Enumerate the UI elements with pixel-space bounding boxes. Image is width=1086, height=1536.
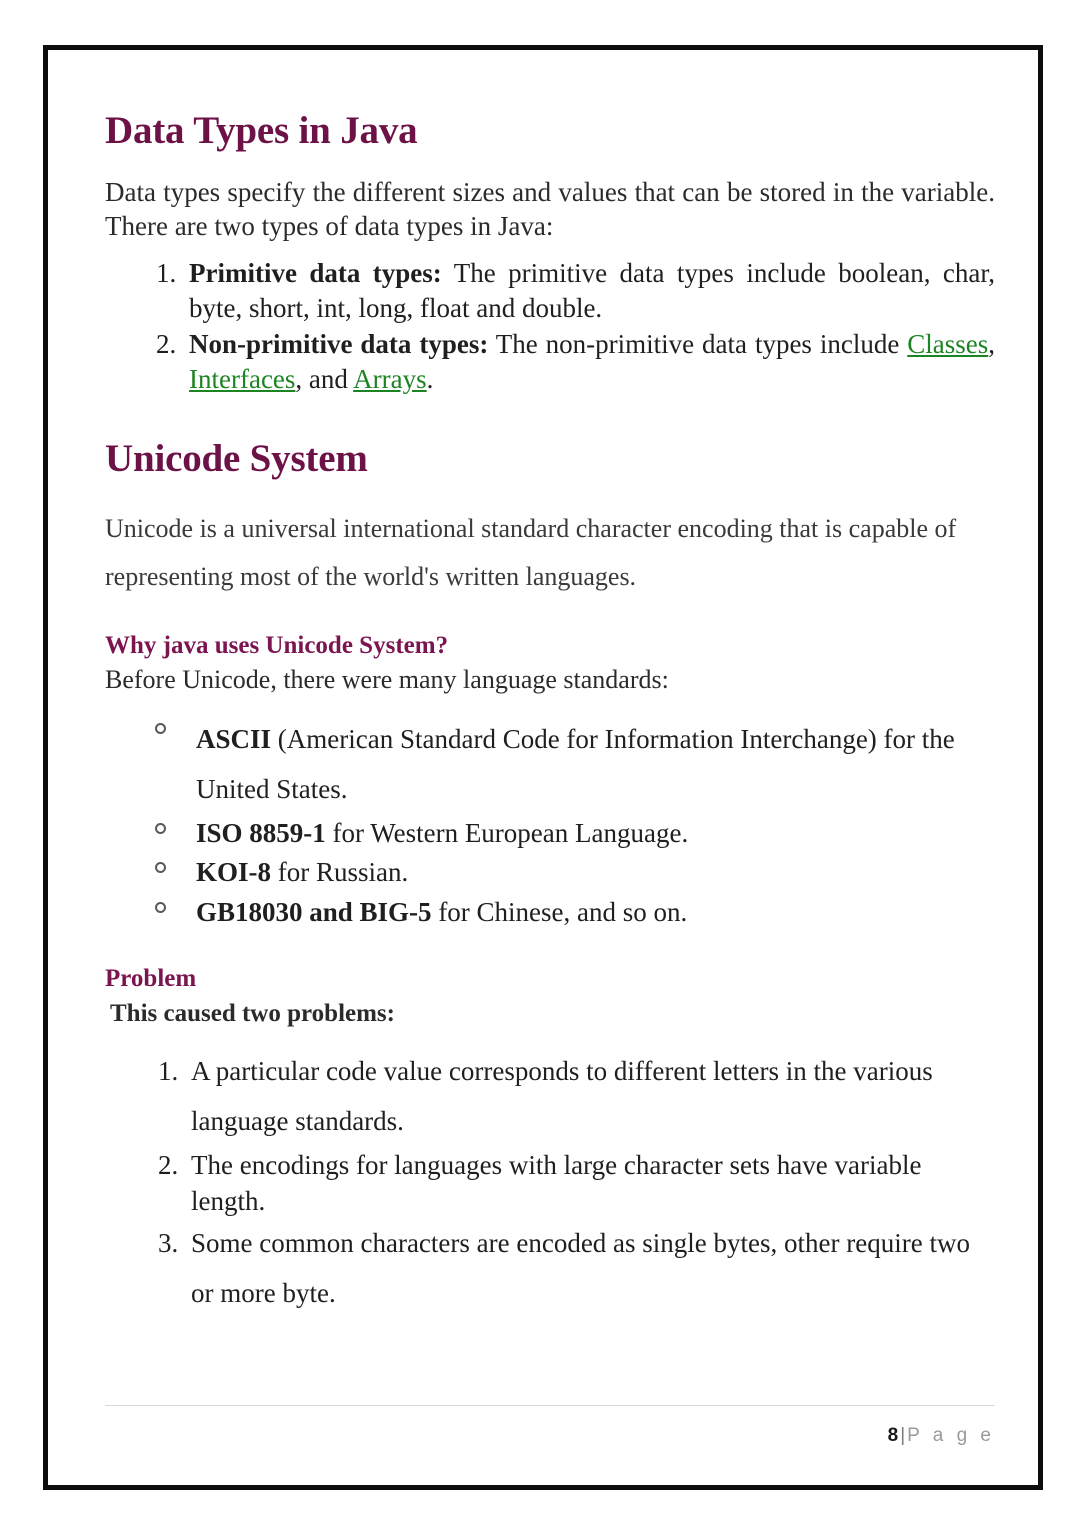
list-separator: ,: [988, 329, 995, 360]
link-arrays[interactable]: Arrays: [353, 363, 427, 394]
lead-two-problems: This caused two problems:: [110, 1000, 395, 1028]
list-item-text: (American Standard Code for Information Interchange) for the United States.: [196, 724, 955, 804]
list-item: [153, 854, 995, 890]
subheading-why-unicode: Why java uses Unicode System?: [105, 632, 449, 660]
page-title-unicode-system: Unicode System: [105, 437, 368, 481]
footer-divider: [105, 1405, 995, 1406]
list-item-label: ASCII: [196, 724, 272, 755]
list-item-label: ISO 8859-1: [196, 817, 326, 848]
list-item-label: Primitive data types:: [189, 257, 442, 288]
list-item-label: KOI-8: [196, 857, 272, 888]
circle-bullet-icon: [155, 723, 166, 734]
list-item: [183, 327, 995, 396]
page-content: [105, 110, 995, 1319]
list-separator: , and: [295, 363, 354, 394]
page-separator: |: [900, 1425, 906, 1446]
circle-bullet-icon: [155, 823, 166, 834]
document-page: [43, 45, 1043, 1490]
list-item-text: The primitive data types include boolean, char, byte, short, int, long, float and double.: [189, 257, 995, 323]
list-item: 1. A particular code value corresponds to different letters in the various language standards.: [185, 1047, 995, 1147]
intro-paragraph-unicode: Unicode is a universal international standard character encoding that is capable of representing most of the world's written languages.: [105, 514, 957, 592]
page-footer: [105, 1405, 995, 1447]
list-item-text: for Chinese, and so on.: [431, 896, 688, 927]
list-item-text: The non-primitive data types include: [488, 329, 908, 360]
intro-paragraph-data-types: Data types specify the different sizes and values that can be stored in the variable. There are two types of data types in Java:: [105, 176, 995, 242]
page-number: 8: [887, 1425, 899, 1446]
language-standards-list: [105, 715, 995, 930]
page-title-data-types: Data Types in Java: [105, 109, 418, 152]
lead-before-unicode: Before Unicode, there were many language standards:: [105, 665, 669, 695]
circle-bullet-icon: [155, 862, 166, 873]
page-label: P a g e: [907, 1425, 995, 1446]
problems-list: [105, 1047, 995, 1320]
list-item-label: Non-primitive data types:: [189, 329, 489, 360]
link-interfaces[interactable]: Interfaces: [189, 363, 296, 394]
list-item: [153, 715, 995, 815]
list-item: [153, 815, 995, 851]
list-item-label: GB18030 and BIG-5: [196, 896, 432, 927]
list-item-text: for Western European Language.: [325, 817, 689, 848]
list-item-text-end: .: [426, 363, 434, 394]
list-item: 2. The encodings for languages with large character sets have variable length.: [185, 1147, 995, 1220]
list-item: [183, 256, 995, 325]
link-classes[interactable]: Classes: [907, 329, 989, 360]
list-item-text: for Russian.: [271, 857, 409, 888]
list-item: [153, 894, 995, 930]
list-item: 3. Some common characters are encoded as single bytes, other require two or more byte.: [185, 1219, 995, 1319]
circle-bullet-icon: [155, 902, 166, 913]
footer-page-indicator: [105, 1425, 995, 1447]
subheading-problem: Problem: [105, 965, 197, 993]
data-types-list: [105, 256, 995, 396]
